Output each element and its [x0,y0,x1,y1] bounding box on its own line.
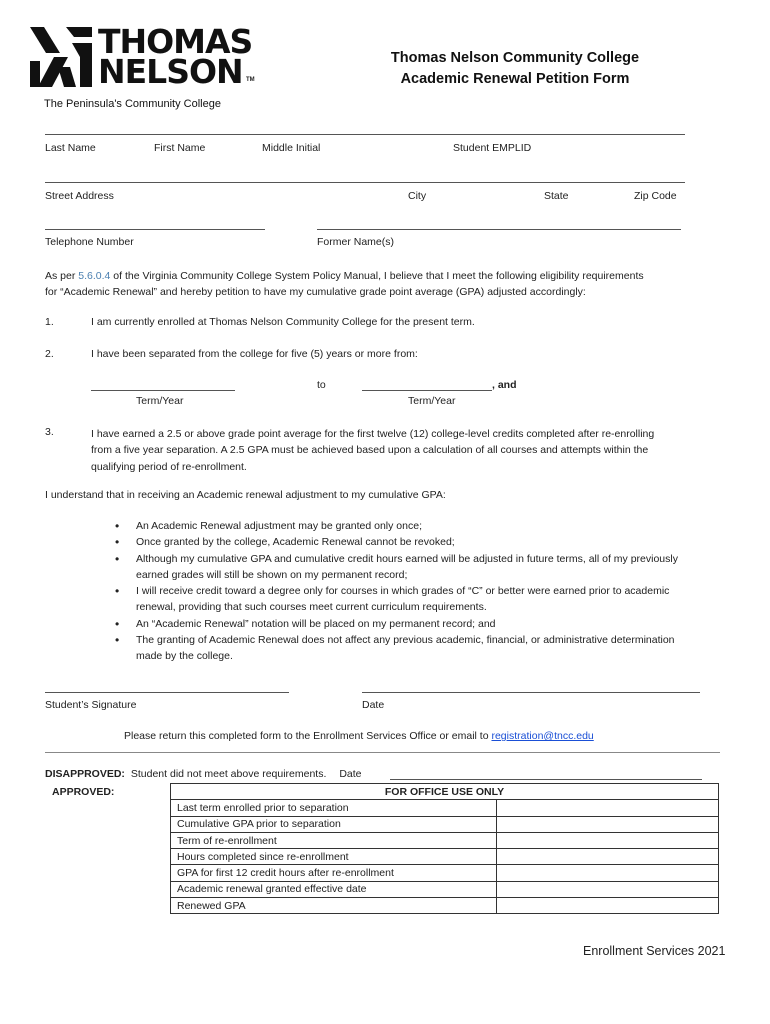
logo-trademark: TM [246,77,255,83]
separation-end-line[interactable] [362,390,492,391]
last-name-label: Last Name [45,142,96,154]
footer-text: Enrollment Services 2021 [583,944,726,958]
list-item: • An “Academic Renewal” notation will be placed on my permanent record; and [112,616,712,632]
intro-line2: for “Academic Renewal” and hereby petition to have my cumulative grade point average (GPA) adjusted accordingly: [45,286,586,299]
table-row [171,816,719,832]
return-note-text: Please return this completed form to the Enrollment Services Office or email to [124,730,492,742]
office-row-label: Academic renewal granted effective date [171,881,497,897]
term-year-label-end: Term/Year [408,395,456,407]
office-use-table [170,783,719,914]
list-item: • An Academic Renewal adjustment may be granted only once; [112,518,712,534]
student-signature-line[interactable] [45,692,289,693]
telephone-label: Telephone Number [45,236,134,248]
requirement-1-text: I am currently enrolled at Thomas Nelson Community College for the present term. [91,316,475,328]
name-input-line[interactable] [45,134,685,135]
street-address-label: Street Address [45,190,114,202]
office-row-value[interactable] [497,865,719,881]
requirement-1-number: 1. [45,316,54,328]
table-header-row [171,784,719,800]
policy-reference: 5.6.0.4 [78,270,111,282]
middle-initial-label: Middle Initial [262,142,321,154]
office-row-label: Last term enrolled prior to separation [171,800,497,816]
city-label: City [408,190,427,202]
office-row-value[interactable] [497,898,719,914]
requirement-3-line1: I have earned a 2.5 or above grade point average for the first twelve (12) college-level credits completed after re-enrolling [91,428,655,440]
table-row [171,898,719,914]
intro-paragraph [45,268,735,301]
office-row-value[interactable] [497,849,719,865]
address-input-line[interactable] [45,182,685,183]
list-item: • I will receive credit toward a degree only for courses in which grades of “C” or better were earned prior to academic renewal, providing that such courses meet current curriculum requirements. [112,583,696,616]
logo-line1: THOMAS [98,22,253,61]
office-row-value[interactable] [497,816,719,832]
signature-date-label: Date [362,699,385,711]
student-emplid-label: Student EMPLID [453,142,532,154]
to-word: to [317,379,326,391]
disapproved-text: Student did not meet above requirements. [130,768,327,780]
disapproved-row [45,768,362,780]
table-row [171,800,719,816]
state-label: State [544,190,569,202]
table-row [171,881,719,897]
office-row-value[interactable] [497,800,719,816]
registration-email-link[interactable]: registration@tncc.edu [491,730,594,742]
zip-code-label: Zip Code [634,190,677,202]
office-row-value[interactable] [497,881,719,897]
intro-suffix: of the Virginia Community College System Policy Manual, I believe that I meet the following eligibility requirements [110,270,644,282]
requirement-2-text: I have been separated from the college for five (5) years or more from: [91,348,418,360]
requirement-3-line2: from a five year separation. A 2.5 GPA must be achieved based upon a calculation of all courses and attempts within the [91,444,649,457]
term-year-label-start: Term/Year [136,395,184,407]
requirement-3-line3: qualifying period of re-enrollment. [91,460,247,473]
office-row-label: Hours completed since re-enrollment [171,849,497,865]
understand-bullet-list [112,518,712,665]
office-row-label: Renewed GPA [171,898,497,914]
return-note [124,730,594,742]
and-word: , and [492,379,517,391]
office-row-label: Cumulative GPA prior to separation [171,816,497,832]
section-divider [45,752,720,753]
requirement-2-number: 2. [45,348,54,360]
list-item: • The granting of Academic Renewal does not affect any previous academic, financial, or administrative determination made by the college. [112,632,696,665]
intro-prefix: As per [45,270,79,282]
understand-lead: I understand that in receiving an Academic renewal adjustment to my cumulative GPA: [45,489,446,501]
college-logo [30,22,270,115]
list-item: • Although my cumulative GPA and cumulative credit hours earned will be adjusted in future terms, all of my previously earned grades will still be shown on my permanent record; [112,551,696,584]
telephone-input-line[interactable] [45,229,265,230]
office-row-label: Term of re-enrollment [171,832,497,848]
requirement-3-text [91,426,731,475]
signature-date-line[interactable] [362,692,700,693]
office-date-label: Date [339,768,362,780]
first-name-label: First Name [154,142,206,154]
approved-label: APPROVED: [52,786,115,798]
disapproved-label: DISAPPROVED: [45,768,125,780]
requirement-3-number: 3. [45,426,54,438]
separation-start-line[interactable] [91,390,235,391]
form-title-name: Academic Renewal Petition Form [400,71,630,87]
office-date-line[interactable] [390,779,702,780]
logo-tagline: The Peninsula's Community College [44,98,221,110]
former-names-input-line[interactable] [317,229,681,230]
office-row-label: GPA for first 12 credit hours after re-enrollment [171,865,497,881]
office-row-value[interactable] [497,832,719,848]
form-title-college: Thomas Nelson Community College [390,50,640,66]
logo-line2: NELSON [98,52,243,91]
list-item: • Once granted by the college, Academic Renewal cannot be revoked; [112,534,712,550]
table-row [171,865,719,881]
table-row [171,849,719,865]
logo-mark-icon [30,27,92,87]
office-table-header: FOR OFFICE USE ONLY [171,784,719,800]
table-row [171,832,719,848]
former-names-label: Former Name(s) [317,236,395,248]
student-signature-label: Student’s Signature [45,699,137,711]
